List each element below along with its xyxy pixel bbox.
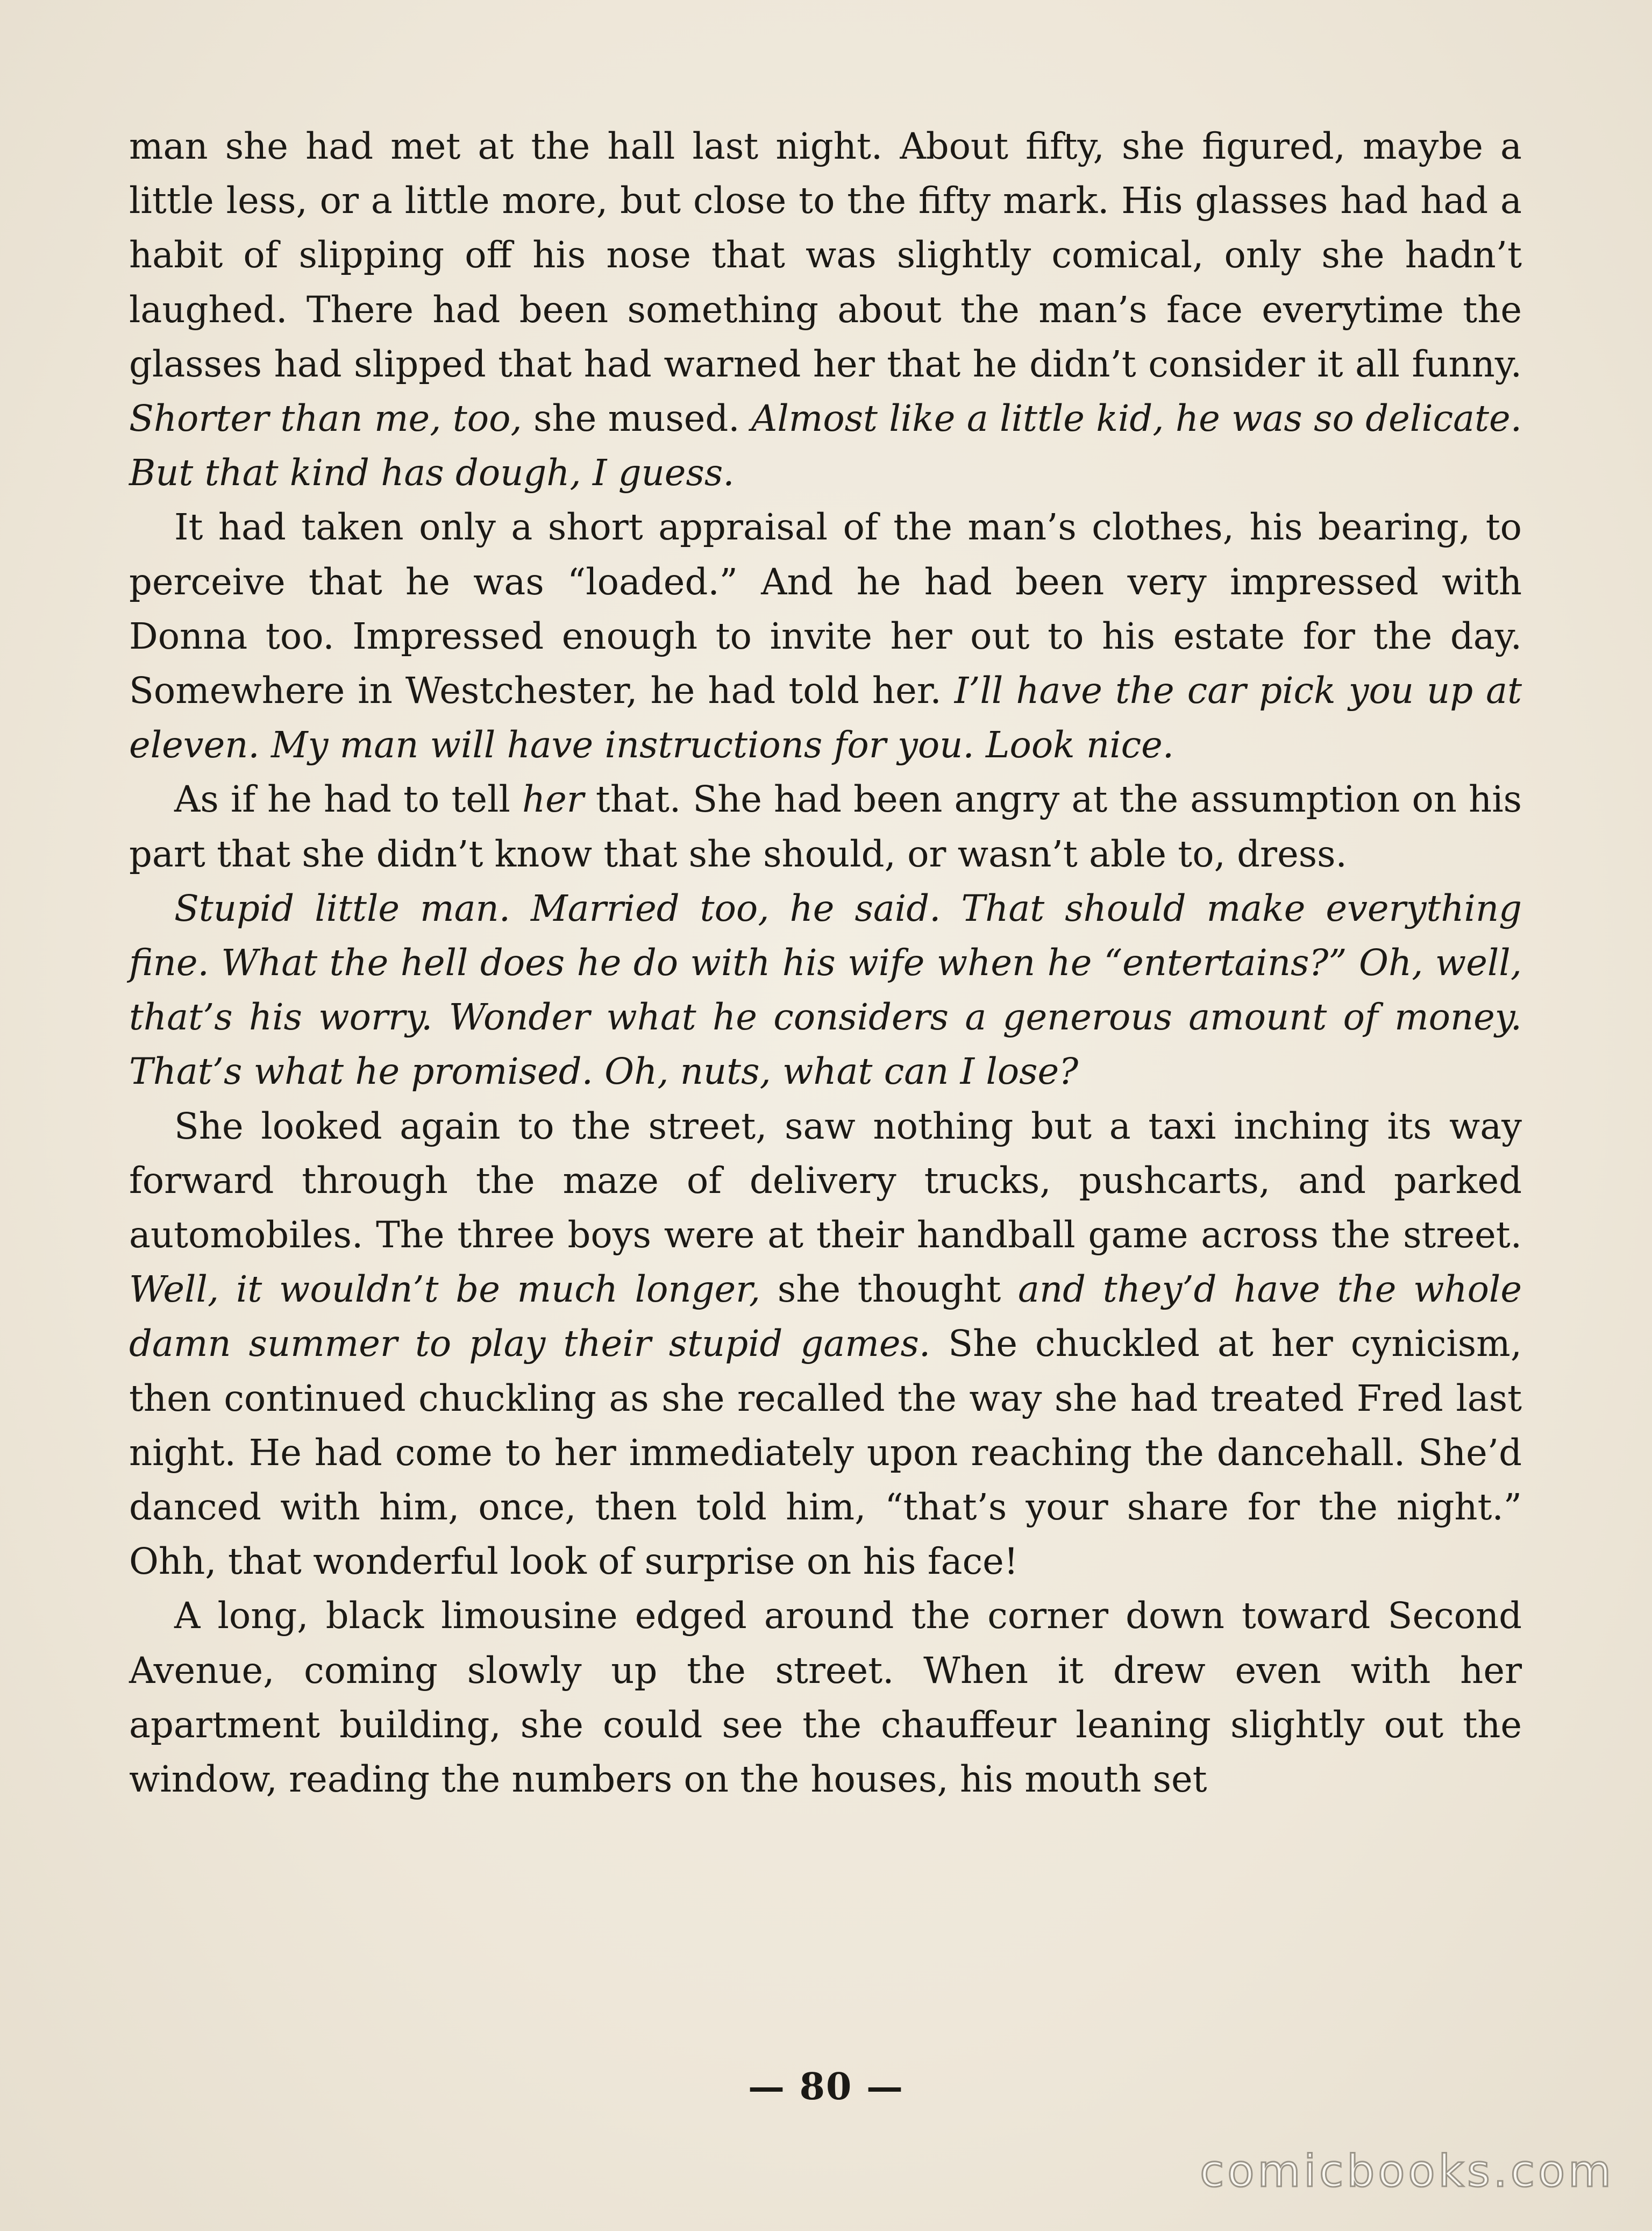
watermark-logo: comicbooks.com: [1200, 2146, 1614, 2197]
text-run: She chuckled at her cynicism, then continued chuckling as she recalled the way she had treated Fred last night. He had come to her immediately upon reaching the dancehall. She’d danced with him, once, then told him, “that’s your share for the night.” Ohh, that wonderful look of surprise on his face!: [129, 1323, 1522, 1583]
text-run: that. She had been angry at the assumption on his part that she didn’t know that she should, or wasn’t able to, dress.: [129, 778, 1522, 875]
text-run: As if he had to tell: [174, 778, 522, 821]
text-run: She looked again to the street, saw nothing but a taxi inching its way forward through the maze of delivery trucks, pushcarts, and parked automobiles. The three boys were at their handball game across the street.: [129, 1105, 1522, 1256]
paragraph: [129, 500, 1522, 772]
paragraph: [129, 1589, 1522, 1807]
text-run: A long, black limousine edged around the corner down toward Second Avenue, coming slowly up the street. When it drew even with her apartment building, she could see the chauffeur leaning slightly out the window, reading the numbers on the houses, his mouth set: [129, 1595, 1522, 1801]
italic-text: Well, it wouldn’t be much longer,: [129, 1268, 761, 1311]
italic-text: Stupid little man. Married too, he said. That should make everything fine. What the hell does he do with his wife when he “entertains?” Oh, well, that’s his worry. Wonder what he considers a generous amount of money. That’s what he promised. Oh, nuts, what can I lose?: [129, 887, 1522, 1093]
italic-text: Shorter than me, too,: [129, 397, 522, 440]
italic-text: I’ll have the car pick you up at eleven. My man will have instructions for you. Look nice.: [129, 670, 1522, 766]
page-number: — 80 —: [748, 2065, 904, 2108]
paragraph: [129, 119, 1522, 500]
italic-text: her: [522, 778, 584, 821]
paragraph: [129, 1099, 1522, 1589]
text-run: man she had met at the hall last night. About fifty, she figured, maybe a little less, or a little more, but close to the fifty mark. His glasses had had a habit of slipping off his nose that was slightly comical, only she hadn’t laughed. There had been something about the man’s face everytime the glasses had slipped that had warned her that he didn’t consider it all funny.: [129, 125, 1522, 385]
body-text: [129, 119, 1522, 1807]
text-run: she mused.: [522, 397, 751, 440]
italic-text: Almost like a little kid, he was so delicate. But that kind has dough, I guess.: [129, 397, 1522, 494]
paragraph: [129, 882, 1522, 1099]
text-run: It had taken only a short appraisal of the man’s clothes, his bearing, to perceive that he was “loaded.” And he had been very impressed with Donna too. Impressed enough to invite her out to his estate for the day. Somewhere in Westchester, he had told her.: [129, 506, 1522, 712]
text-run: she thought: [760, 1268, 1019, 1311]
paragraph: [129, 772, 1522, 881]
italic-text: and they’d have the whole damn summer to play their stupid games.: [129, 1268, 1522, 1365]
